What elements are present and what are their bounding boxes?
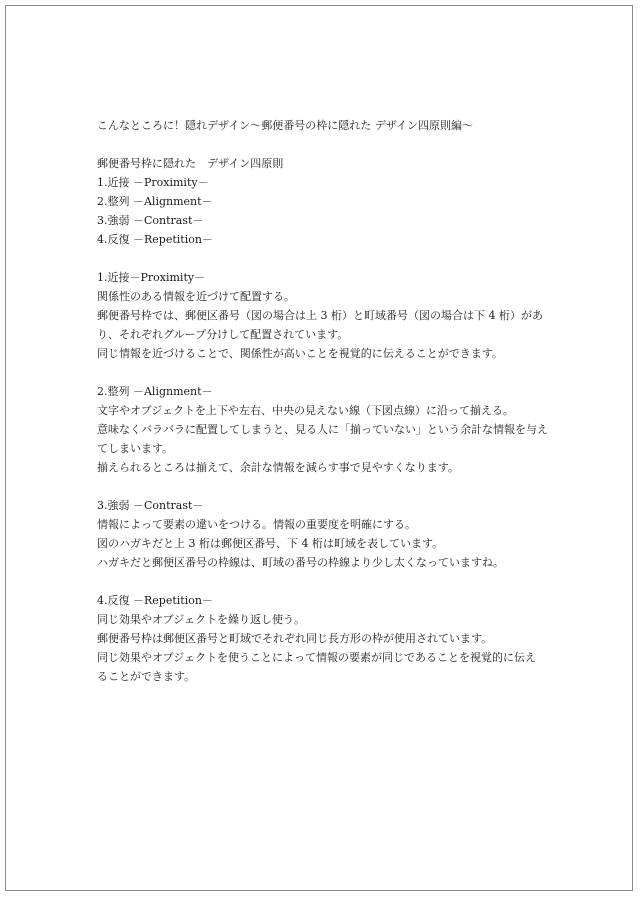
document-body: [97, 116, 567, 686]
document-page: [5, 5, 633, 891]
toc-item-alignment: 2.整列 －Alignment－: [97, 195, 213, 208]
paragraph-line: り、それぞれグループ分けして配置されています。: [97, 328, 349, 341]
paragraph-line: 同じ効果やオブジェクトを使うことによって情報の要素が同じであることを視覚的に伝え: [97, 651, 537, 664]
spacer: [97, 572, 567, 591]
spacer: [97, 363, 567, 382]
paragraph-line: 郵便番号枠では、郵便区番号（図の場合は上 3 桁）と町域番号（図の場合は下 4 桁）があ: [97, 309, 543, 322]
spacer: [97, 249, 567, 268]
toc-item-contrast: 3.強弱 －Contrast－: [97, 214, 204, 227]
toc-block: [97, 154, 567, 249]
section-heading: 3.強弱 －Contrast－: [97, 499, 204, 512]
section-contrast: [97, 496, 567, 572]
spacer: [97, 135, 567, 154]
section-alignment: [97, 382, 567, 477]
section-heading: 2.整列 －Alignment－: [97, 385, 213, 398]
toc-item-proximity: 1.近接 －Proximity－: [97, 176, 209, 189]
paragraph-line: 図のハガキだと上 3 桁は郵便区番号、下 4 桁は町域を表しています。: [97, 537, 444, 550]
paragraph-line: 文字やオブジェクトを上下や左右、中央の見えない線（下図点線）に沿って揃える。: [97, 404, 515, 417]
toc-item-repetition: 4.反復 －Repetition－: [97, 233, 213, 246]
paragraph-line: 揃えられるところは揃えて、余計な情報を減らす事で見やすくなります。: [97, 461, 459, 474]
document-title: こんなところに！隠れデザイン〜郵便番号の枠に隠れた デザイン四原則編〜: [97, 119, 473, 132]
toc-heading: 郵便番号枠に隠れた デザイン四原則: [97, 157, 284, 170]
paragraph-line: ることができます。: [97, 670, 196, 683]
section-repetition: [97, 591, 567, 686]
section-heading: 4.反復 －Repetition－: [97, 594, 213, 607]
paragraph-line: てしまいます。: [97, 442, 174, 455]
paragraph-line: ハガキだと郵便区番号の枠線は、町域の番号の枠線より少し太くなっていますね。: [97, 556, 504, 569]
paragraph-line: 郵便番号枠は郵便区番号と町域でそれぞれ同じ長方形の枠が使用されています。: [97, 632, 493, 645]
paragraph-line: 意味なくバラバラに配置してしまうと、見る人に「揃っていない」という余計な情報を与え: [97, 423, 548, 436]
section-heading: 1.近接－Proximity－: [97, 271, 206, 284]
paragraph-line: 情報によって要素の違いをつける。情報の重要度を明確にする。: [97, 518, 416, 531]
section-proximity: [97, 268, 567, 363]
paragraph-line: 同じ効果やオブジェクトを繰り返し使う。: [97, 613, 306, 626]
spacer: [97, 477, 567, 496]
paragraph-line: 関係性のある情報を近づけて配置する。: [97, 290, 295, 303]
paragraph-line: 同じ情報を近づけることで、関係性が高いことを視覚的に伝えることができます。: [97, 347, 503, 360]
